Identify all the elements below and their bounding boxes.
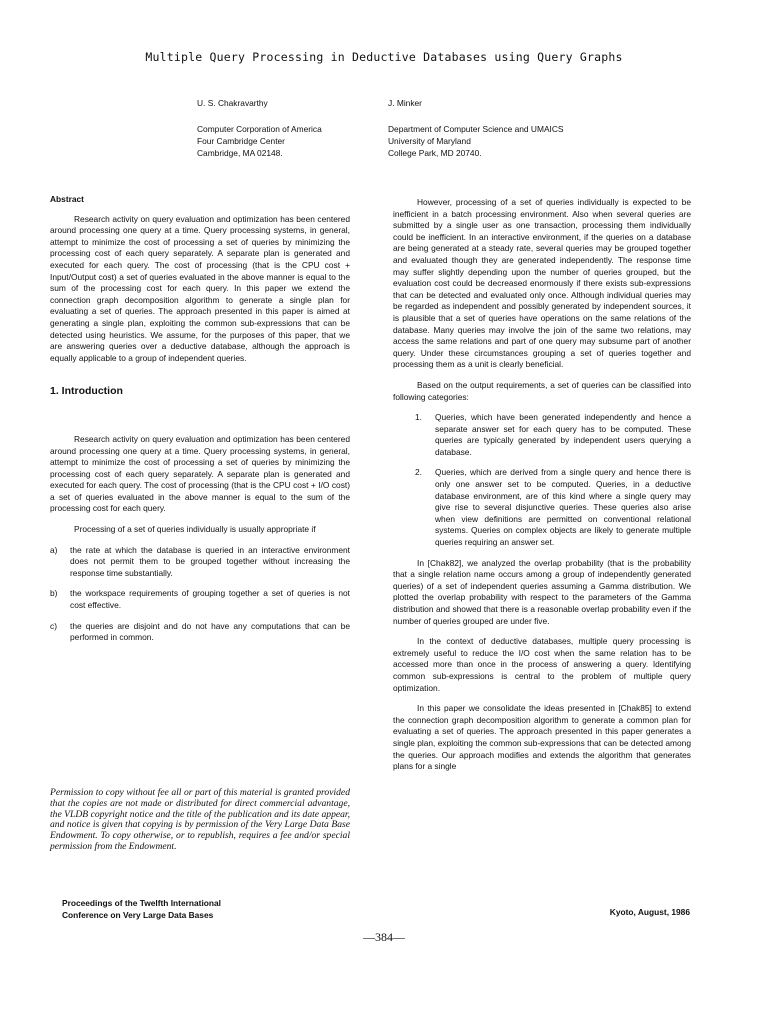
intro-paragraph: Research activity on query evaluation and optimization has been centered around processing one query at a time. Query processing systems, in general, attempt to minimize the cost of processing a set of queries by minimizing the processing cost of each query separately. A separate plan is generated and executed for each query. The cost of processing (that is the CPU cost + I/O cost) a set of queries evaluated in the above manner is equal to the sum of the processing cost for each query. <box>50 433 350 514</box>
copyright-permission-notice: Permission to copy without fee all or part of this material is granted provided that the copies are not made or distributed for direct commercial advantage, the VLDB copyright notice and the title of the publication and its date appear, and notice is given that copying is by permission of the Very Large Data Base Endowment. To copy otherwise, or to republish, requires a fee and/or special permission from the Endowment. <box>50 787 350 852</box>
conference-location-date: Kyoto, August, 1986 <box>609 907 690 917</box>
list-item <box>50 545 350 580</box>
paper-title: Multiple Query Processing in Deductive Databases using Query Graphs <box>145 50 623 64</box>
author-name: J. Minker <box>388 98 422 108</box>
affiliation-line: University of Maryland <box>388 136 471 146</box>
list-item-text: the queries are disjoint and do not have any computations that can be performed in common. <box>70 620 350 643</box>
list-item-text: Queries, which are derived from a single query and hence there is only one answer set to be computed. Queries, in a deductive database environment, are of this kind where a single query may give rise to several disjunctive queries. These queries also arise when view definitions are permitted on conventional relational systems. Queries on complex objects are likely to generate multiple queries requiring an answer set. <box>435 467 691 548</box>
body-paragraph: However, processing of a set of queries individually is expected to be inefficient in a batch processing environment. Also when several queries are submitted by a single user as one transaction, processing them individually could be inefficient. In an interactive environment, if the queries on a database are being generated at a steady rate, several queries may be grouped together and evaluated though they are generated independently. The response time may suffer slightly depending upon the number of queries grouped, but the evaluation cost could be decreased enormously if there exists sub-expressions that can be detected and evaluated only once. Although individual queries may be regarded as independent and possibly generated by independent sources, it is plausible that a set of queries have operations on the same relations of the database. Many queries may involve the join of the same two relations, may access the same relations and part of one query may subsume part of another query. Under these circumstances grouping a set of queries together and processing them as a unit is clearly beneficial. <box>393 197 691 370</box>
affiliation-line: Department of Computer Science and UMAICS <box>388 124 564 134</box>
list-item <box>415 412 691 458</box>
proceedings-line: Proceedings of the Twelfth International <box>62 898 221 908</box>
list-item-text: the workspace requirements of grouping together a set of queries is not cost effective. <box>70 588 350 611</box>
abstract-heading: Abstract <box>50 194 84 204</box>
list-marker: 2. <box>415 467 422 478</box>
affiliation-line: Four Cambridge Center <box>197 136 285 146</box>
author-block-1 <box>197 97 322 159</box>
category-list <box>393 412 691 549</box>
list-marker: c) <box>50 620 57 631</box>
author-block-2 <box>388 97 564 159</box>
body-paragraph: In the context of deductive databases, multiple query processing is extremely useful to reduce the I/O cost when the same relation has to be accessed more than once in the process of answering a query. Identifying common sub-expressions is central to the problem of multiple query optimization. <box>393 636 691 693</box>
list-item <box>50 588 350 611</box>
page-number: —384— <box>363 930 405 944</box>
affiliation-line: Computer Corporation of America <box>197 124 322 134</box>
list-item <box>50 621 350 644</box>
list-marker: b) <box>50 588 58 599</box>
body-paragraph: In this paper we consolidate the ideas presented in [Chak85] to extend the connection graph decomposition algorithm to generate a common plan for evaluating a set of queries. The approach presented in this paper generates a single plan, exploiting the common sub-expressions that can be detected among the queries. Our approach modifies and extends the algorithm that generates plans for a single <box>393 703 691 772</box>
affiliation-line: College Park, MD 20740. <box>388 148 482 158</box>
left-column <box>50 194 350 653</box>
list-marker: a) <box>50 544 58 555</box>
proceedings-footer <box>62 897 221 921</box>
affiliation-line: Cambridge, MA 02148. <box>197 148 283 158</box>
section-heading-introduction: 1. Introduction <box>50 385 123 398</box>
proceedings-line: Conference on Very Large Data Bases <box>62 910 214 920</box>
intro-list <box>50 545 350 644</box>
list-item <box>415 467 691 548</box>
list-item-text: the rate at which the database is queried in an interactive environment does not permit them to be grouped together without increasing the response time substantially. <box>70 544 350 578</box>
list-marker: 1. <box>415 412 422 423</box>
intro-paragraph: Processing of a set of queries individually is usually appropriate if <box>74 524 316 535</box>
abstract-text: Research activity on query evaluation and optimization has been centered around processing one query at a time. Query processing systems, in general, attempt to minimize the cost of processing a set of queries by minimizing the processing cost of each query separately. A separate plan is generated and executed for each query. The cost of processing (that is the CPU cost + Input/Output cost) a set of queries evaluated in the above manner is equal to the sum of the processing cost for each query. In this paper we extend the connection graph decomposition algorithm to generate a single plan for evaluating a set of queries. The approach presented in this paper is aimed at generating a single plan, exploiting the common sub-expressions that can be detected using heuristics. We assume, for the purposes of this paper, that we are answering queries over a deductive database, although the approach is equally applicable to a group of independent queries. <box>50 213 350 363</box>
right-column <box>393 197 691 782</box>
body-paragraph: In [Chak82], we analyzed the overlap probability (that is the probability that a single relation name occurs among a group of independently generated queries) of a set of independent queries assuming a Gamma distribution. We plotted the overlap probability with respect to the parameters of the Gamma distribution and showed that there is a reasonable overlap probability even if the number of queries grouped are under five. <box>393 557 691 626</box>
author-name: U. S. Chakravarthy <box>197 98 268 108</box>
list-item-text: Queries, which have been generated independently and hence a separate answer set for each query has to be computed. These queries are typically generated by independent users querying a database. <box>435 412 691 457</box>
body-paragraph: Based on the output requirements, a set of queries can be classified into following categories: <box>393 379 691 402</box>
